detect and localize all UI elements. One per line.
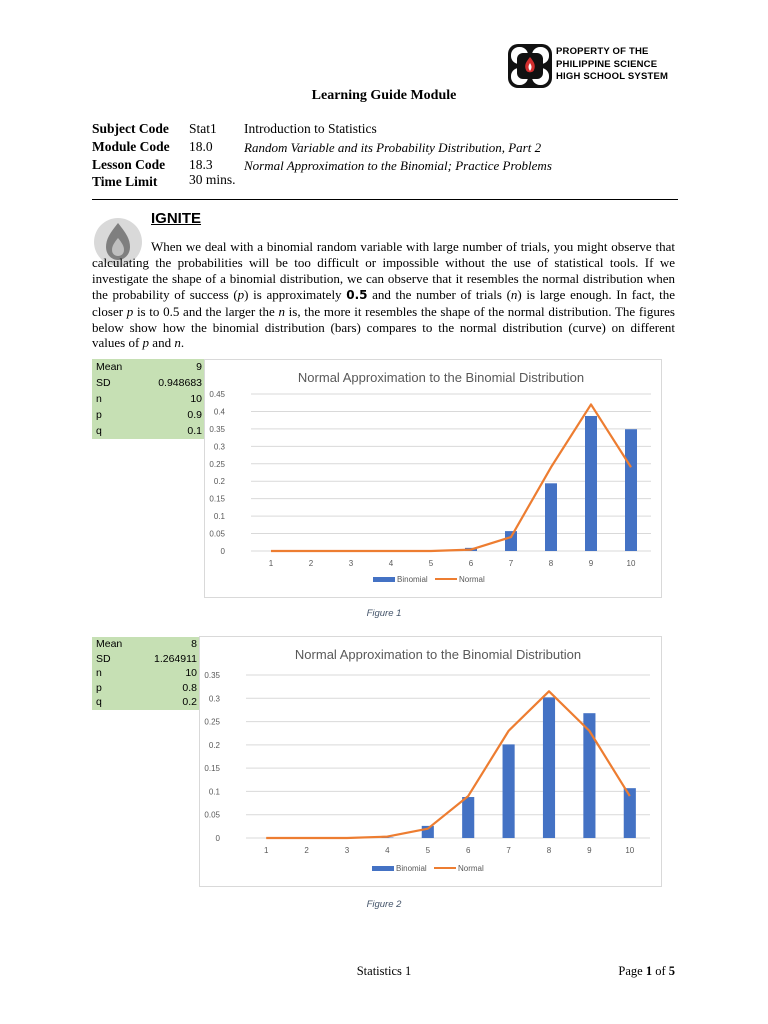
y-tick-label: 0.45: [209, 390, 225, 399]
page-label: Page: [618, 964, 646, 978]
page-of: of: [652, 964, 669, 978]
x-tick-label: 7: [506, 846, 511, 855]
text-run: ) is approximately: [244, 286, 347, 302]
stat-value: 0.1: [187, 425, 202, 437]
y-tick-label: 0.35: [204, 671, 220, 680]
logo-line-1: PROPERTY OF THE: [556, 46, 649, 57]
y-tick-label: 0.05: [209, 529, 225, 539]
y-tick-label: 0.15: [204, 764, 220, 774]
text-run: is, the more it resembles the shape of the normal distribution. The figures below show how the binomial distribution (bars) compares to the normal distribution (curve) on different values of: [92, 303, 675, 351]
text-run: ) is large enough. In fact, the closer: [92, 286, 676, 319]
logo: [508, 44, 552, 88]
subject-name: Introduction to Statistics: [244, 121, 377, 136]
stats-table-1: [92, 359, 204, 439]
stat-value: 0.9: [187, 409, 202, 421]
module-name: Random Variable and its Probability Distribution, Part 2: [244, 140, 542, 155]
page-total: 5: [668, 964, 675, 978]
stat-value: 9: [196, 361, 202, 373]
stats-table-2: [92, 637, 199, 710]
y-tick-label: 0.25: [209, 459, 225, 469]
var-p: p: [142, 335, 150, 351]
stat-value: 0.2: [182, 696, 197, 709]
page-current: 1: [645, 964, 653, 978]
logo-line-3: HIGH SCHOOL SYSTEM: [556, 71, 669, 82]
chart-title: Normal Approximation to the Binomial Distribution: [294, 647, 582, 662]
y-tick-label: 0.2: [213, 477, 225, 487]
module-code-label: Module Code: [92, 139, 170, 154]
figure-2-caption: Figure 2: [366, 899, 402, 910]
logo-line-2: PHILIPPINE SCIENCE: [556, 58, 658, 70]
y-tick-label: 0.05: [204, 810, 220, 820]
legend-binomial-label: Binomial: [396, 864, 427, 873]
subject-code: Stat1: [189, 121, 217, 136]
y-tick-label: 0.3: [208, 694, 220, 704]
ignite-heading: IGNITE: [151, 210, 202, 227]
stat-label: Mean: [96, 361, 123, 373]
stat-value: 10: [190, 393, 202, 405]
text-run: .: [180, 335, 185, 351]
stat-value: 0.8: [182, 681, 197, 694]
x-tick-label: 5: [425, 846, 431, 855]
y-tick-label: 0.3: [213, 442, 225, 452]
binomial-bar: [585, 416, 597, 551]
binomial-bar: [462, 797, 474, 838]
chart-2: [199, 636, 662, 887]
x-tick-label: 3: [348, 559, 354, 568]
logo-text: [556, 46, 668, 84]
divider: [92, 199, 678, 200]
x-tick-label: 3: [344, 846, 350, 855]
lesson-name: Normal Approximation to the Binomial; Practice Problems: [244, 158, 552, 173]
footer-center: Statistics 1: [356, 964, 412, 978]
text-run: When we deal with a binomial random variable with large number of trials, you might observe that calculating the probabilities will be too difficult or impossible without the use of statistical tools. If we investigate the shape of a binomial distribution, we can observe that it resembles the normal distribution when the probability of success (: [92, 239, 675, 302]
x-tick-label: 7: [508, 559, 514, 568]
binomial-bar: [543, 697, 555, 838]
stat-label: n: [96, 393, 102, 405]
x-tick-label: 8: [548, 559, 554, 568]
var-p: p: [237, 286, 245, 302]
lesson-code-label: Lesson Code: [92, 157, 166, 172]
y-tick-label: 0.2: [208, 740, 220, 750]
module-code: 18.0: [189, 139, 213, 154]
normal-curve: [266, 691, 630, 838]
x-tick-label: 4: [388, 559, 394, 568]
stat-value: 8: [191, 638, 197, 650]
value-half: 0.5: [346, 287, 368, 302]
y-tick-label: 0.25: [204, 717, 220, 727]
binomial-bar: [545, 483, 557, 551]
binomial-bar: [505, 531, 517, 551]
x-tick-label: 9: [588, 559, 594, 568]
y-tick-label: 0.1: [208, 787, 220, 797]
binomial-bar: [503, 744, 515, 838]
x-tick-label: 2: [308, 559, 314, 568]
x-tick-label: 5: [428, 559, 434, 568]
page-title: Learning Guide Module: [311, 88, 457, 103]
chart-2-svg: [200, 637, 661, 886]
figure-1-caption: Figure 1: [366, 608, 402, 619]
var-n: n: [278, 303, 285, 319]
stat-label: p: [96, 409, 102, 421]
x-tick-label: 10: [626, 559, 636, 568]
time-limit: 30 mins.: [189, 172, 236, 187]
text-run: is to 0.5 and the larger the: [133, 303, 279, 319]
binomial-bar: [625, 429, 637, 551]
x-tick-label: 6: [468, 559, 474, 568]
stat-value: 10: [185, 667, 197, 680]
x-tick-label: 1: [263, 846, 269, 855]
y-tick-label: 0.4: [213, 407, 225, 417]
stat-label: SD: [96, 652, 111, 665]
time-limit-label: Time Limit: [92, 174, 158, 189]
y-tick-label: 0.15: [209, 494, 225, 504]
text-run: and: [149, 335, 175, 351]
x-tick-label: 6: [465, 846, 471, 855]
pshs-seal-icon: [508, 44, 552, 88]
subject-code-label: Subject Code: [92, 121, 169, 136]
lesson-code: 18.3: [189, 157, 213, 172]
stat-label: q: [96, 696, 102, 709]
legend-normal-label: Normal: [458, 864, 484, 873]
y-tick-label: 0: [220, 547, 225, 556]
legend-binomial-label: Binomial: [397, 575, 428, 584]
x-tick-label: 1: [268, 559, 274, 568]
stat-label: p: [96, 681, 102, 694]
y-tick-label: 0: [215, 834, 220, 843]
x-tick-label: 4: [385, 846, 390, 855]
y-tick-label: 0.35: [209, 424, 225, 434]
stat-value: 1.264911: [153, 652, 197, 665]
chart-1: [204, 359, 662, 598]
stat-label: n: [96, 667, 102, 680]
var-p: p: [126, 303, 134, 319]
var-n: n: [174, 335, 181, 351]
x-tick-label: 10: [625, 846, 635, 855]
stat-label: q: [96, 425, 102, 437]
chart-1-svg: [205, 360, 661, 597]
chart-title: Normal Approximation to the Binomial Distribution: [297, 370, 585, 385]
module-meta: [92, 121, 682, 193]
legend-normal-label: Normal: [459, 575, 485, 584]
y-tick-label: 0.1: [213, 512, 225, 522]
var-n: n: [510, 286, 518, 302]
ignite-paragraph: [92, 239, 675, 351]
text-run: and the number of trials (: [367, 286, 511, 302]
stat-label: Mean: [96, 638, 123, 650]
legend-binomial-swatch: [372, 866, 394, 871]
x-tick-label: 2: [304, 846, 309, 855]
x-tick-label: 9: [587, 846, 592, 855]
stat-value: 0.948683: [158, 377, 202, 389]
normal-curve: [271, 404, 631, 551]
stat-label: SD: [96, 377, 111, 389]
page-number: [560, 964, 675, 979]
legend-binomial-swatch: [373, 577, 395, 582]
x-tick-label: 8: [546, 846, 552, 855]
